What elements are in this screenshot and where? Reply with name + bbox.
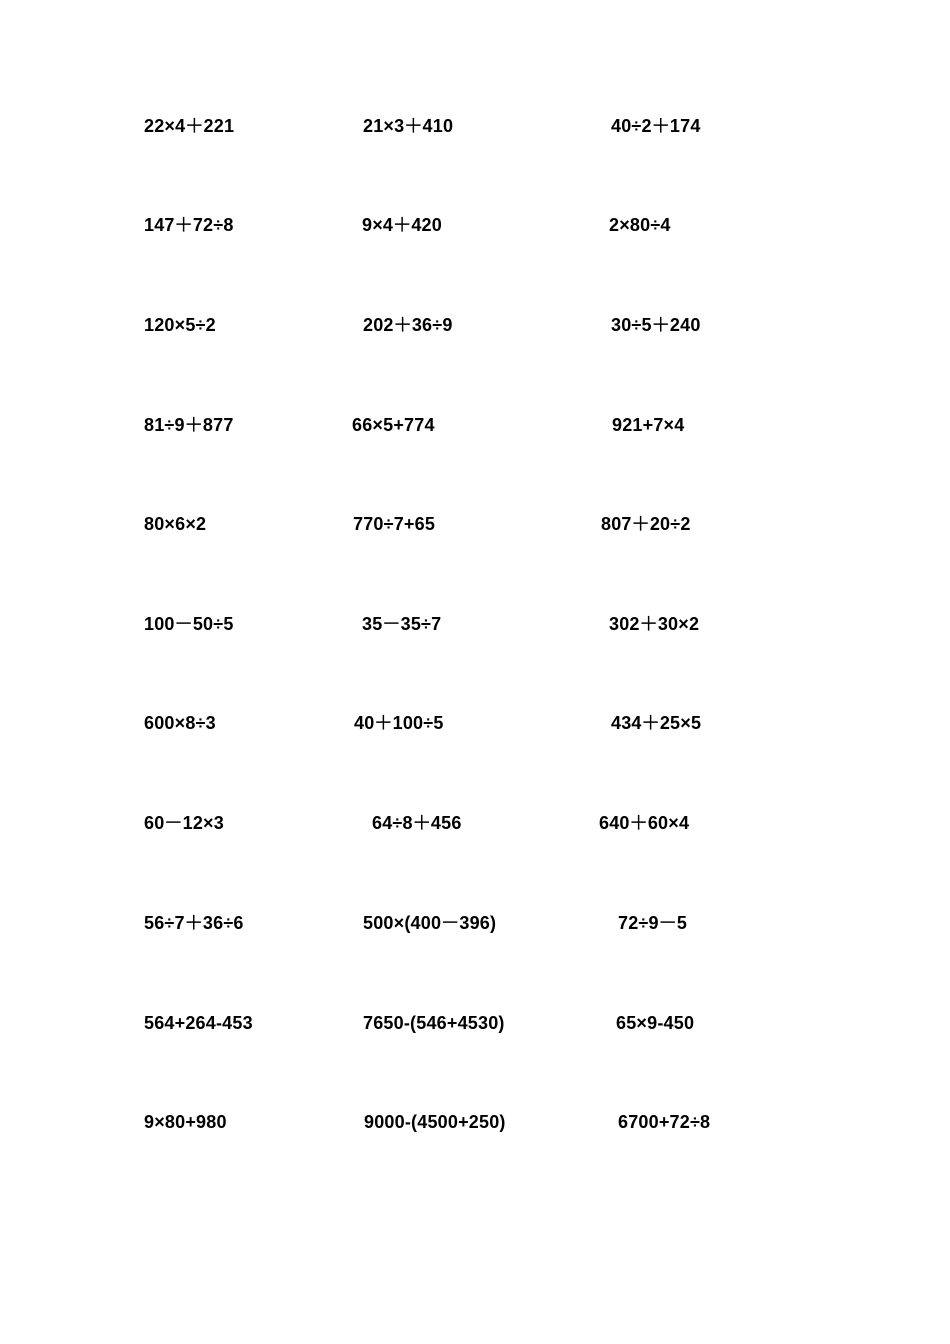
problem: 100－50÷5 — [144, 614, 234, 634]
problem: 66×5+774 — [352, 415, 435, 435]
problem-row — [0, 609, 950, 639]
problem: 2×80÷4 — [609, 215, 671, 235]
problem: 40÷2＋174 — [611, 116, 701, 136]
problem: 120×5÷2 — [144, 315, 216, 335]
problem-row — [0, 1008, 950, 1038]
problem: 30÷5＋240 — [611, 315, 701, 335]
problem: 7650-(546+4530) — [363, 1013, 505, 1033]
problem-row — [0, 509, 950, 539]
problem-row — [0, 111, 950, 141]
problem-row — [0, 808, 950, 838]
problem: 640＋60×4 — [599, 813, 690, 833]
problem: 72÷9－5 — [618, 913, 688, 933]
problem: 81÷9＋877 — [144, 415, 234, 435]
problem: 22×4＋221 — [144, 116, 235, 136]
problem: 64÷8＋456 — [372, 813, 462, 833]
problem: 807＋20÷2 — [601, 514, 691, 534]
problem: 65×9-450 — [616, 1013, 695, 1033]
problem: 35－35÷7 — [362, 614, 442, 634]
problem: 80×6×2 — [144, 514, 207, 534]
problem: 21×3＋410 — [363, 116, 454, 136]
problem: 564+264-453 — [144, 1013, 253, 1033]
problem: 500×(400－396) — [363, 913, 497, 933]
problem: 9×4＋420 — [362, 215, 442, 235]
problem-row — [0, 210, 950, 240]
problem: 202＋36÷9 — [363, 315, 453, 335]
problem: 921+7×4 — [612, 415, 685, 435]
problem: 302＋30×2 — [609, 614, 700, 634]
problem: 6700+72÷8 — [618, 1112, 711, 1132]
problem: 9×80+980 — [144, 1112, 227, 1132]
problem: 600×8÷3 — [144, 713, 216, 733]
problem: 9000-(4500+250) — [364, 1112, 506, 1132]
problem-row — [0, 708, 950, 738]
problem: 56÷7＋36÷6 — [144, 913, 244, 933]
problem-row — [0, 908, 950, 938]
problem-row — [0, 1107, 950, 1137]
problem: 770÷7+65 — [353, 514, 436, 534]
problem: 40＋100÷5 — [354, 713, 444, 733]
problem: 60－12×3 — [144, 813, 224, 833]
problem-row — [0, 310, 950, 340]
problem: 147＋72÷8 — [144, 215, 234, 235]
problem: 434＋25×5 — [611, 713, 702, 733]
problem-row — [0, 410, 950, 440]
